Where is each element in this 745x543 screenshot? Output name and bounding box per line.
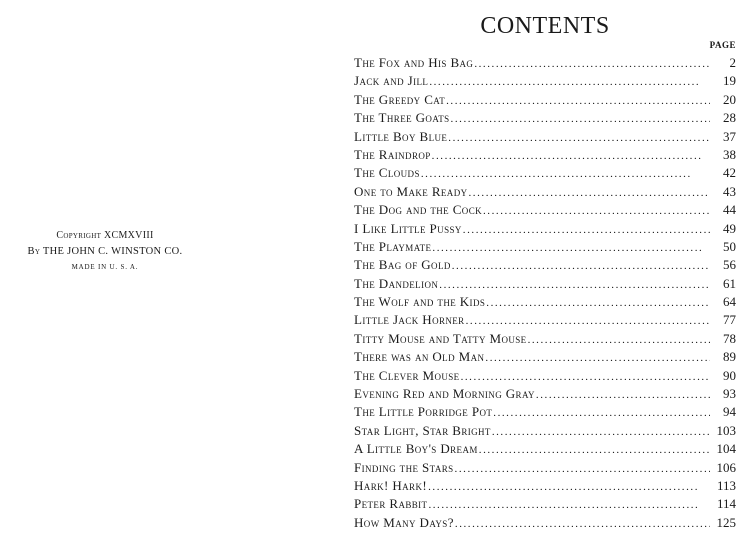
toc-entry-title: Peter Rabbit	[354, 496, 428, 512]
dot-leader	[455, 515, 710, 533]
toc-entry-page: 56	[723, 257, 736, 273]
toc-entry[interactable]	[354, 459, 736, 477]
toc-entry-title: The Greedy Cat	[354, 91, 446, 107]
toc-entry-page: 19	[723, 73, 736, 89]
toc-entry-title: The Bag of Gold	[354, 257, 451, 273]
toc-entry-title: The Fox and His Bag	[354, 55, 474, 70]
toc-entry-page: 94	[723, 404, 736, 420]
dot-leader	[536, 386, 710, 404]
toc-entry[interactable]	[354, 109, 736, 127]
toc-entry-page: 103	[716, 422, 736, 438]
toc-entry-page: 89	[723, 349, 736, 365]
toc-entry-page: 49	[723, 220, 736, 236]
page-column-header: PAGE	[709, 40, 736, 50]
dot-leader	[493, 404, 710, 422]
publisher-line: By THE JOHN C. WINSTON CO.	[27, 246, 183, 257]
dot-leader	[466, 312, 710, 330]
toc-entry[interactable]	[354, 403, 736, 421]
copyright-page	[0, 0, 320, 543]
toc-entry-title: Little Jack Horner	[354, 312, 465, 328]
toc-entry[interactable]	[354, 201, 736, 219]
toc-entry-page: 125	[716, 514, 736, 530]
copyright-notice: Copyright XCMXVIII	[56, 230, 154, 241]
dot-leader	[448, 129, 710, 147]
toc-entry[interactable]	[354, 514, 736, 532]
toc-entry-title: I Like Little Pussy	[354, 220, 462, 236]
dot-leader	[439, 276, 710, 294]
toc-entry[interactable]	[354, 220, 736, 238]
toc-entry-page: 106	[716, 459, 736, 475]
toc-entry[interactable]	[354, 440, 736, 458]
dot-leader	[486, 294, 710, 312]
toc-entry[interactable]	[354, 311, 736, 329]
toc-entry-title: Finding the Stars	[354, 459, 454, 475]
dot-leader	[455, 460, 710, 478]
dot-leader	[485, 349, 710, 367]
toc-entry-page: 43	[723, 183, 736, 199]
copyright-block	[0, 228, 210, 274]
toc-entry[interactable]	[354, 293, 736, 311]
toc-entry[interactable]	[354, 256, 736, 274]
toc-entry[interactable]	[354, 275, 736, 293]
made-in-line: MADE IN U. S. A.	[71, 263, 139, 271]
toc-entry-title: The Clouds	[354, 165, 420, 181]
dot-leader	[428, 496, 710, 514]
toc-entry-title: A Little Boy's Dream	[354, 441, 478, 457]
toc-entry-page: 44	[723, 202, 736, 218]
contents-title: CONTENTS	[480, 13, 610, 39]
dot-leader	[528, 331, 710, 349]
toc-entry-page: 2	[729, 55, 736, 70]
toc-entry-page: 104	[716, 441, 736, 457]
dot-leader	[483, 202, 710, 220]
toc-entry[interactable]	[354, 238, 736, 256]
toc-entry-page: 93	[723, 386, 736, 402]
toc-entry[interactable]	[354, 72, 736, 90]
dot-leader	[479, 441, 710, 459]
toc-entry[interactable]	[354, 330, 736, 348]
dot-leader	[492, 423, 710, 441]
toc-entry-title: How Many Days?	[354, 514, 454, 530]
toc-entry-title: The Playmate	[354, 238, 432, 254]
dot-leader	[451, 110, 710, 128]
table-of-contents	[354, 54, 736, 532]
dot-leader	[474, 55, 710, 73]
toc-entry[interactable]	[354, 348, 736, 366]
toc-entry-title: One to Make Ready	[354, 183, 468, 199]
dot-leader	[446, 92, 710, 110]
toc-entry-page: 20	[723, 91, 736, 107]
toc-entry-page: 50	[723, 238, 736, 254]
toc-entry[interactable]	[354, 164, 736, 182]
toc-entry-title: Hark! Hark!	[354, 477, 428, 493]
contents-page	[350, 0, 740, 543]
toc-entry[interactable]	[354, 385, 736, 403]
toc-entry[interactable]	[354, 183, 736, 201]
toc-entry-title: The Dandelion	[354, 275, 439, 291]
dot-leader	[421, 165, 710, 183]
toc-entry[interactable]	[354, 54, 736, 72]
toc-entry-page: 38	[723, 146, 736, 162]
toc-entry-title: The Raindrop	[354, 146, 431, 162]
toc-entry[interactable]	[354, 477, 736, 495]
toc-entry-page: 28	[723, 110, 736, 126]
toc-entry-page: 77	[723, 312, 736, 328]
toc-entry-page: 78	[723, 330, 736, 346]
toc-entry-title: Jack and Jill	[354, 73, 429, 89]
toc-entry-title: There was an Old Man	[354, 349, 485, 365]
toc-entry-title: Evening Red and Morning Gray	[354, 386, 535, 402]
dot-leader	[432, 239, 710, 257]
toc-entry-page: 42	[723, 165, 736, 181]
toc-entry-page: 114	[716, 496, 736, 512]
toc-entry[interactable]	[354, 422, 736, 440]
toc-entry-title: Titty Mouse and Tatty Mouse	[354, 330, 527, 346]
dot-leader	[429, 73, 710, 91]
toc-entry[interactable]	[354, 146, 736, 164]
toc-entry-title: Little Boy Blue	[354, 128, 448, 144]
dot-leader	[452, 257, 710, 275]
toc-entry-title: The Dog and the Cock	[354, 202, 482, 218]
dot-leader	[428, 478, 710, 496]
dot-leader	[461, 368, 710, 386]
toc-entry-title: The Wolf and the Kids	[354, 294, 486, 310]
toc-entry-page: 61	[723, 275, 736, 291]
toc-entry-title: The Three Goats	[354, 110, 450, 126]
toc-entry-page: 113	[716, 477, 736, 493]
toc-entry-title: The Little Porridge Pot	[354, 404, 493, 420]
toc-entry-title: Star Light, Star Bright	[354, 422, 491, 438]
toc-entry-page: 37	[723, 128, 736, 144]
dot-leader	[432, 147, 710, 165]
toc-entry[interactable]	[354, 91, 736, 109]
dot-leader	[469, 184, 711, 202]
toc-entry[interactable]	[354, 495, 736, 513]
toc-entry-page: 64	[723, 294, 736, 310]
toc-entry-page: 90	[723, 367, 736, 383]
toc-entry-title: The Clever Mouse	[354, 367, 460, 383]
dot-leader	[463, 221, 710, 239]
toc-entry[interactable]	[354, 128, 736, 146]
toc-entry[interactable]	[354, 367, 736, 385]
